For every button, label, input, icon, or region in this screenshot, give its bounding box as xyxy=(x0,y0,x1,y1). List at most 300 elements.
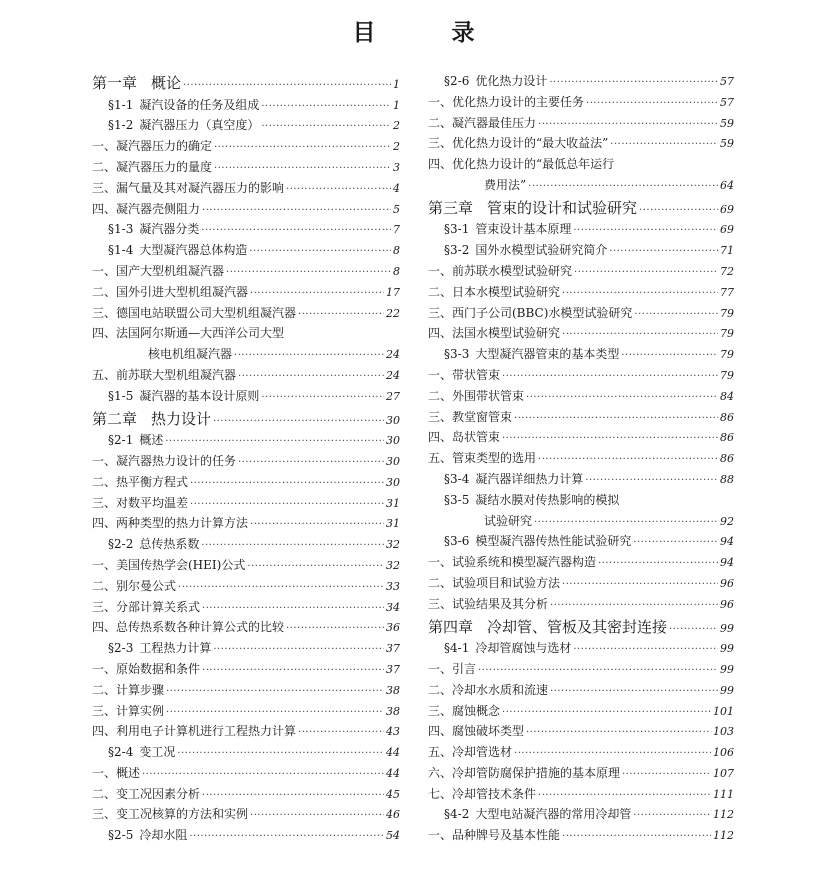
dot-leader xyxy=(528,181,718,192)
section-number: §1-2 xyxy=(108,118,134,133)
entry-title: 四、法国阿尔斯通—大西洋公司大型 xyxy=(92,326,285,341)
dot-leader xyxy=(639,205,718,216)
toc-subsection-entry xyxy=(92,722,400,739)
entry-title: 费用法” xyxy=(484,177,527,192)
dot-leader xyxy=(633,537,718,548)
entry-title: 三、对数平均温差 xyxy=(92,495,189,510)
dot-leader xyxy=(502,371,718,382)
dot-leader xyxy=(166,686,384,697)
toc-subsection-entry xyxy=(92,366,400,383)
toc-title: 目 录 xyxy=(352,19,509,46)
toc-subsection-entry xyxy=(92,304,400,321)
toc-subsection-entry xyxy=(428,155,734,172)
entry-title: 三、计算实例 xyxy=(92,703,165,718)
entry-title: 试验研究 xyxy=(484,513,533,528)
dot-leader xyxy=(261,392,384,403)
dot-leader xyxy=(550,686,718,697)
page-number: 32 xyxy=(386,538,400,552)
section-number: §4-2 xyxy=(444,807,470,822)
entry-title: 一、试验系统和模型凝汽器构造 xyxy=(428,555,597,570)
entry-title: 一、优化热力设计的主要任务 xyxy=(428,94,585,109)
entry-title: 大型凝汽器管束的基本类型 xyxy=(475,347,620,362)
toc-subsection-entry xyxy=(428,764,734,781)
toc-subsection-entry xyxy=(92,702,400,719)
dot-leader xyxy=(250,810,384,821)
section-number: §2-6 xyxy=(444,74,470,88)
page-number: 79 xyxy=(720,327,734,341)
section-number: §2-3 xyxy=(108,641,134,656)
toc-subsection-entry xyxy=(92,452,400,469)
toc-subsection-entry xyxy=(428,262,734,279)
dot-leader xyxy=(562,288,718,299)
entry-title: 工程热力计算 xyxy=(139,641,212,656)
page-number: 99 xyxy=(720,683,734,697)
section-number: §4-1 xyxy=(444,641,470,656)
toc-section-entry xyxy=(428,220,734,237)
entry-title: 四、岛状管束 xyxy=(428,430,501,445)
page-number: 30 xyxy=(386,454,400,468)
dot-leader xyxy=(178,582,384,593)
toc-subsection-entry xyxy=(428,366,734,383)
entry-title: 三、优化热力设计的“最大收益法” xyxy=(428,136,609,151)
toc-subsection-entry xyxy=(92,785,400,802)
dot-leader xyxy=(190,478,384,489)
page-number: 44 xyxy=(386,766,400,780)
page-number: 99 xyxy=(720,662,734,676)
page-number: 36 xyxy=(386,621,400,635)
toc-section-entry xyxy=(92,535,400,552)
entry-title: 管束的设计和试验研究 xyxy=(487,198,638,217)
page-number: 101 xyxy=(713,704,734,718)
entry-title: 一、国产大型机组凝汽器 xyxy=(92,263,225,278)
toc-subsection-entry xyxy=(92,283,400,300)
entry-title: 四、利用电子计算机进行工程热力计算 xyxy=(92,724,297,739)
toc-right-column xyxy=(428,72,734,847)
page-number: 99 xyxy=(720,621,734,635)
toc-subsection-entry xyxy=(92,345,400,362)
toc-subsection-entry xyxy=(428,660,734,677)
dot-leader xyxy=(562,831,711,842)
entry-title: 凝汽器的基本设计原则 xyxy=(139,388,260,403)
entry-title: 一、引言 xyxy=(428,661,477,676)
toc-subsection-entry xyxy=(428,722,734,739)
chapter-number: 第一章 xyxy=(92,74,138,92)
entry-title: 三、西门子公司(BBC)水模型试验研究 xyxy=(428,305,633,320)
toc-section-entry xyxy=(92,431,400,448)
entry-title: 二、试验项目和试验方法 xyxy=(428,575,561,590)
chapter-number: 第二章 xyxy=(92,409,138,428)
entry-title: 二、热平衡方程式 xyxy=(92,474,189,489)
entry-title: 二、国外引进大型机组凝汽器 xyxy=(92,284,249,299)
dot-leader xyxy=(669,624,718,635)
page-number: 86 xyxy=(720,410,734,424)
toc-section-entry xyxy=(92,116,400,133)
section-number: §1-3 xyxy=(108,222,134,237)
toc-subsection-entry xyxy=(92,805,400,822)
page-number: 38 xyxy=(386,704,400,718)
dot-leader xyxy=(549,77,718,88)
dot-leader xyxy=(574,267,718,278)
dot-leader xyxy=(247,561,384,572)
page-number: 88 xyxy=(720,472,734,486)
entry-title: 概论 xyxy=(151,74,182,92)
entry-title: 五、管束类型的选用 xyxy=(428,451,537,466)
toc-subsection-entry xyxy=(428,785,734,802)
dot-leader xyxy=(610,139,718,150)
page-number: 79 xyxy=(720,348,734,362)
entry-title: 一、凝汽器热力设计的任务 xyxy=(92,453,237,468)
toc-subsection-entry xyxy=(428,512,734,529)
page-number: 79 xyxy=(720,368,734,382)
page-number: 112 xyxy=(713,829,734,843)
page-number: 59 xyxy=(720,137,734,151)
dot-leader xyxy=(234,350,384,361)
dot-leader xyxy=(573,644,718,655)
toc-subsection-entry xyxy=(92,556,400,573)
dot-leader xyxy=(534,517,718,528)
toc-subsection-entry xyxy=(92,137,400,154)
entry-title: 国外水模型试验研究简介 xyxy=(475,243,608,258)
page-number: 30 xyxy=(386,475,400,489)
page-number: 24 xyxy=(386,348,400,362)
entry-title: 三、分部计算关系式 xyxy=(92,599,201,614)
dot-leader xyxy=(202,665,384,676)
dot-leader xyxy=(502,433,718,444)
toc-section-entry xyxy=(428,805,734,822)
dot-leader xyxy=(213,416,384,427)
dot-leader xyxy=(562,579,718,590)
toc-section-entry xyxy=(428,639,734,656)
dot-leader xyxy=(585,475,718,486)
dot-leader xyxy=(502,707,711,718)
toc-subsection-entry xyxy=(428,387,734,404)
dot-leader xyxy=(213,644,384,655)
entry-title: 一、品种牌号及基本性能 xyxy=(428,828,561,843)
entry-title: 二、变工况因素分析 xyxy=(92,786,201,801)
page-number: 112 xyxy=(713,808,734,822)
toc-subsection-entry xyxy=(428,702,734,719)
dot-leader xyxy=(214,163,391,174)
toc-section-entry xyxy=(428,532,734,549)
page-number: 54 xyxy=(386,829,400,843)
entry-title: 一、前苏联水模型试验研究 xyxy=(428,263,573,278)
entry-title: 三、教堂窗管束 xyxy=(428,409,513,424)
section-number: §3-1 xyxy=(444,222,470,237)
dot-leader xyxy=(586,98,718,109)
entry-title: 二、凝汽器压力的量度 xyxy=(92,159,213,174)
page-number: 106 xyxy=(713,746,734,760)
page-number: 72 xyxy=(720,264,734,278)
chapter-number: 第四章 xyxy=(428,617,474,636)
dot-leader xyxy=(550,600,718,611)
entry-title: 二、外围带状管束 xyxy=(428,388,525,403)
section-number: §1-1 xyxy=(108,97,134,112)
dot-leader xyxy=(190,499,384,510)
page-number: 30 xyxy=(386,413,400,427)
toc-subsection-entry xyxy=(92,262,400,279)
toc-subsection-entry xyxy=(92,598,400,615)
toc-subsection-entry xyxy=(428,743,734,760)
section-number: §3-3 xyxy=(444,347,470,362)
page-number: 22 xyxy=(386,306,400,320)
dot-leader xyxy=(538,454,718,465)
page-number: 71 xyxy=(720,244,734,258)
page-number: 92 xyxy=(720,514,734,528)
page-number: 31 xyxy=(386,517,400,531)
entry-title: 四、凝汽器壳侧阻力 xyxy=(92,201,201,216)
page-number: 69 xyxy=(720,202,734,216)
page-number: 38 xyxy=(386,683,400,697)
entry-title: 三、腐蚀概念 xyxy=(428,703,501,718)
dot-leader xyxy=(526,727,711,738)
dot-leader xyxy=(562,329,718,340)
chapter-number: 第三章 xyxy=(428,198,474,217)
toc-chapter-entry xyxy=(428,616,734,637)
entry-title: 核电机组凝汽器 xyxy=(148,347,233,362)
entry-title: 概述 xyxy=(139,433,164,448)
toc-subsection-entry xyxy=(92,179,400,196)
entry-title: 冷却管、管板及其密封连接 xyxy=(487,617,668,636)
entry-title: 五、前苏联大型机组凝汽器 xyxy=(92,367,237,382)
toc-subsection-entry xyxy=(428,428,734,445)
page-number: 45 xyxy=(386,787,400,801)
toc-subsection-entry xyxy=(92,473,400,490)
dot-leader xyxy=(633,810,711,821)
dot-leader xyxy=(261,121,391,132)
dot-leader xyxy=(165,436,384,447)
dot-leader xyxy=(202,790,384,801)
entry-title: 二、别尔曼公式 xyxy=(92,578,177,593)
toc-subsection-entry xyxy=(92,324,400,341)
section-number: §2-2 xyxy=(108,537,134,552)
page-number: 43 xyxy=(386,725,400,739)
section-number: §3-6 xyxy=(444,534,470,549)
section-number: §3-5 xyxy=(444,492,470,507)
toc-section-entry xyxy=(428,491,734,508)
page-number: 1 xyxy=(393,78,400,91)
section-number: §3-4 xyxy=(444,471,470,486)
toc-subsection-entry xyxy=(428,114,734,131)
toc-subsection-entry xyxy=(92,681,400,698)
dot-leader xyxy=(286,623,384,634)
toc-chapter-entry xyxy=(92,408,400,429)
page-number: 37 xyxy=(386,642,400,656)
toc-section-entry xyxy=(92,639,400,656)
section-number: §2-4 xyxy=(108,745,134,760)
toc-section-entry xyxy=(428,470,734,487)
dot-leader xyxy=(261,101,391,112)
dot-leader xyxy=(598,558,718,569)
page-number: 2 xyxy=(393,140,400,154)
dot-leader xyxy=(538,790,711,801)
dot-leader xyxy=(177,748,384,759)
toc-subsection-entry xyxy=(428,304,734,321)
dot-leader xyxy=(226,267,391,278)
page-number: 44 xyxy=(386,746,400,760)
toc-subsection-entry xyxy=(428,553,734,570)
entry-title: 三、试验结果及其分析 xyxy=(428,596,549,611)
toc-subsection-entry xyxy=(92,577,400,594)
dot-leader xyxy=(609,246,718,257)
entry-title: 三、变工况核算的方法和实例 xyxy=(92,807,249,822)
dot-leader xyxy=(238,457,384,468)
entry-title: 四、优化热力设计的“最低总年运行 xyxy=(428,157,615,172)
page-number: 31 xyxy=(386,496,400,510)
page-number: 84 xyxy=(720,389,734,403)
entry-title: 六、冷却管防腐保护措施的基本原理 xyxy=(428,765,621,780)
toc-subsection-entry xyxy=(428,408,734,425)
toc-subsection-entry xyxy=(92,660,400,677)
toc-subsection-entry xyxy=(428,134,734,151)
entry-title: 七、冷却管技术条件 xyxy=(428,786,537,801)
entry-title: 冷却水阻 xyxy=(139,828,188,843)
page-number: 86 xyxy=(720,452,734,466)
entry-title: 凝汽设备的任务及组成 xyxy=(139,97,260,112)
entry-title: 二、凝汽器最佳压力 xyxy=(428,115,537,130)
toc-subsection-entry xyxy=(92,618,400,635)
dot-leader xyxy=(526,392,718,403)
toc-subsection-entry xyxy=(428,574,734,591)
page-number: 4 xyxy=(393,181,400,195)
section-number: §1-4 xyxy=(108,243,134,258)
page-number: 8 xyxy=(393,264,400,278)
page-number: 57 xyxy=(720,75,734,88)
page-number: 94 xyxy=(720,535,734,549)
entry-title: 二、计算步骤 xyxy=(92,682,165,697)
entry-title: 大型凝汽器总体构造 xyxy=(139,243,248,258)
toc-subsection-entry xyxy=(92,764,400,781)
dot-leader xyxy=(250,519,384,530)
page-number: 86 xyxy=(720,431,734,445)
page-number: 59 xyxy=(720,116,734,130)
toc-section-entry xyxy=(92,387,400,404)
entry-title: 三、德国电站联盟公司大型机组凝汽器 xyxy=(92,305,297,320)
toc-subsection-entry xyxy=(92,158,400,175)
entry-title: 四、腐蚀破坏类型 xyxy=(428,724,525,739)
toc-subsection-entry xyxy=(428,449,734,466)
entry-title: 二、日本水模型试验研究 xyxy=(428,284,561,299)
entry-title: 一、凝汽器压力的确定 xyxy=(92,139,213,154)
entry-title: 一、美国传热学会(HEI)公式 xyxy=(92,557,246,572)
page-number: 17 xyxy=(386,285,400,299)
page-number: 33 xyxy=(386,579,400,593)
toc-subsection-entry xyxy=(428,681,734,698)
page-number: 1 xyxy=(393,98,400,112)
page-number: 32 xyxy=(386,558,400,572)
page-number: 34 xyxy=(386,600,400,614)
page-number: 77 xyxy=(720,285,734,299)
page-number: 46 xyxy=(386,808,400,822)
toc-section-entry xyxy=(428,72,734,89)
section-number: §1-5 xyxy=(108,388,134,403)
dot-leader xyxy=(538,119,718,130)
dot-leader xyxy=(238,371,384,382)
toc-subsection-entry xyxy=(428,176,734,193)
toc-subsection-entry xyxy=(92,494,400,511)
page-number: 111 xyxy=(713,787,734,801)
dot-leader xyxy=(478,665,718,676)
page-number: 5 xyxy=(393,202,400,216)
dot-leader xyxy=(298,309,384,320)
toc-section-entry xyxy=(92,96,400,113)
entry-title: 总传热系数 xyxy=(139,537,200,552)
entry-title: 模型凝汽器传热性能试验研究 xyxy=(475,534,632,549)
toc-section-entry xyxy=(92,241,400,258)
entry-title: 四、法国水模型试验研究 xyxy=(428,326,561,341)
entry-title: 热力设计 xyxy=(151,409,212,428)
dot-leader xyxy=(249,246,391,257)
page-number: 96 xyxy=(720,576,734,590)
dot-leader xyxy=(622,769,711,780)
page-number: 69 xyxy=(720,223,734,237)
entry-title: 管束设计基本原理 xyxy=(475,222,572,237)
page-number: 27 xyxy=(386,389,400,403)
toc-section-entry xyxy=(92,826,400,843)
dot-leader xyxy=(514,748,711,759)
toc-section-entry xyxy=(428,345,734,362)
toc-chapter-entry xyxy=(92,72,400,93)
entry-title: 变工况 xyxy=(139,745,176,760)
page-number: 64 xyxy=(720,178,734,192)
page-number: 2 xyxy=(393,119,400,133)
toc-section-entry xyxy=(428,241,734,258)
dot-leader xyxy=(183,80,391,91)
entry-title: 三、漏气量及其对凝汽器压力的影响 xyxy=(92,180,285,195)
dot-leader xyxy=(298,727,384,738)
entry-title: 四、两种类型的热力计算方法 xyxy=(92,516,249,531)
entry-title: 优化热力设计 xyxy=(475,74,548,88)
dot-leader xyxy=(189,831,384,842)
dot-leader xyxy=(573,225,718,236)
page-number: 7 xyxy=(393,223,400,237)
dot-leader xyxy=(142,769,384,780)
section-number: §2-1 xyxy=(108,433,134,448)
entry-title: 凝结水膜对传热影响的模拟 xyxy=(475,492,620,507)
toc-subsection-entry xyxy=(428,283,734,300)
entry-title: 凝汽器详细热力计算 xyxy=(475,471,584,486)
dot-leader xyxy=(202,603,384,614)
dot-leader xyxy=(214,142,391,153)
page-number: 24 xyxy=(386,368,400,382)
toc-left-column xyxy=(92,72,400,847)
page-number: 99 xyxy=(720,642,734,656)
page-number: 8 xyxy=(393,244,400,258)
dot-leader xyxy=(201,225,391,236)
toc-section-entry xyxy=(92,743,400,760)
dot-leader xyxy=(621,350,718,361)
page-number: 3 xyxy=(393,160,400,174)
section-number: §3-2 xyxy=(444,243,470,258)
page-number: 57 xyxy=(720,95,734,109)
entry-title: 一、概述 xyxy=(92,765,141,780)
page-number: 79 xyxy=(720,306,734,320)
page-number: 94 xyxy=(720,556,734,570)
entry-title: 一、带状管束 xyxy=(428,367,501,382)
section-number: §2-5 xyxy=(108,828,134,843)
toc-subsection-entry xyxy=(428,324,734,341)
dot-leader xyxy=(286,184,391,195)
toc-subsection-entry xyxy=(428,595,734,612)
entry-title: 冷却管腐蚀与选材 xyxy=(475,641,572,656)
dot-leader xyxy=(250,288,384,299)
entry-title: 一、原始数据和条件 xyxy=(92,661,201,676)
toc-subsection-entry xyxy=(92,514,400,531)
entry-title: 凝汽器压力（真空度） xyxy=(139,118,260,133)
entry-title: 四、总传热系数各种计算公式的比较 xyxy=(92,620,285,635)
page-number: 103 xyxy=(713,725,734,739)
page-number: 37 xyxy=(386,662,400,676)
page-number: 96 xyxy=(720,597,734,611)
